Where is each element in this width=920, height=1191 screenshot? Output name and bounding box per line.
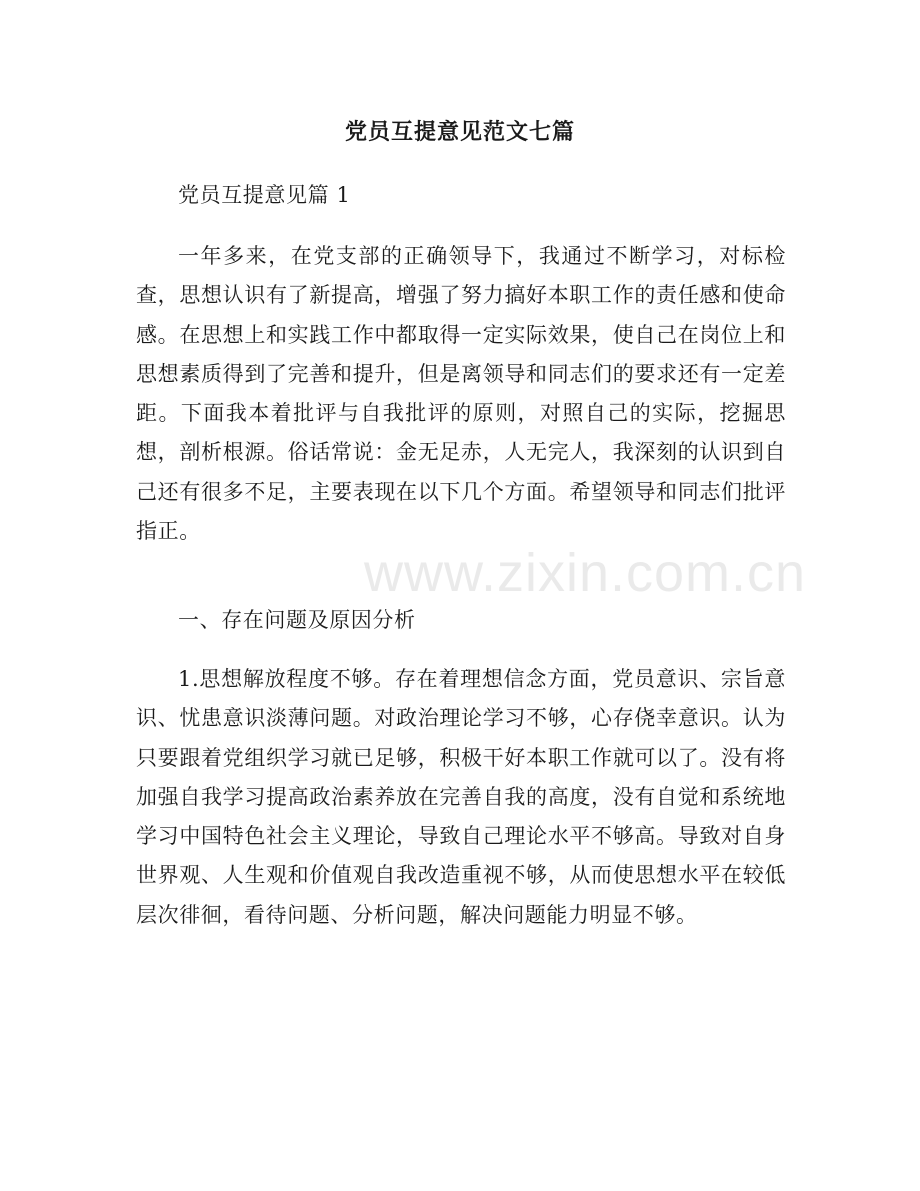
- subheading-problems: 一、存在问题及原因分析: [178, 608, 416, 632]
- document-title: 党员互提意见范文七篇: [344, 119, 575, 145]
- paragraph-point-1: 1.思想解放程度不够。存在着理想信念方面，党员意识、宗旨意识、忧患意识淡薄问题。对政治理论学习不够，心存侥幸意识。认为只要跟着党组织学习就已足够，积极干好本职工作就可以了。没有将加强自我学习提高政治素养放在完善自我的高度，没有自觉和系统地学习中国特色社会主义理论，导致自己理论水平不够高。导致对自身世界观、人生观和价值观自我改造重视不够，从而使思想水平在较低层次徘徊，看待问题、分析问题，解决问题能力明显不够。: [136, 667, 786, 927]
- paragraph-intro: 一年多来，在党支部的正确领导下，我通过不断学习，对标检查，思想认识有了新提高，增强了努力搞好本职工作的责任感和使命感。在思想上和实践工作中都取得一定实际效果，使自己在岗位上和思想素质得到了完善和提升，但是离领导和同志们的要求还有一定差距。下面我本着批评与自我批评的原则，对照自己的实际，挖掘思想，剖析根源。俗话常说：金无足赤，人无完人，我深刻的认识到自己还有很多不足，主要表现在以下几个方面。希望领导和同志们批评指正。: [136, 244, 786, 544]
- section-title: 党员互提意见篇 1: [178, 183, 351, 207]
- watermark: www.zixin.com.cn: [363, 543, 807, 603]
